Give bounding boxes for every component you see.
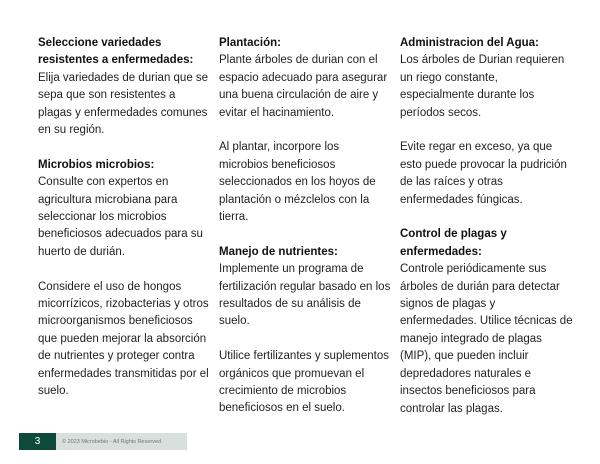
section-paragraph: Utilice fertilizantes y suplementos orgánicos que promuevan el crecimiento de microbios beneficiosos en el suelo.	[219, 350, 390, 415]
section-paragraph: Evite regar en exceso, ya que esto puede provocar la pudrición de las raíces y otras enfermedades fúngicas.	[400, 141, 567, 206]
section-heading: Microbios microbios:	[38, 158, 155, 171]
section-heading: Plantación:	[219, 37, 281, 49]
section-paragraph: Elija variedades de durian que se sepa que son resistentes a plagas y enfermedades comunes en su región.	[38, 71, 209, 137]
section-paragraph: Los árboles de Durian requieren un riego constante, especialmente durante los períodos secos.	[400, 54, 565, 119]
section-heading: Control de plagas y enfermedades:	[400, 228, 507, 258]
section-nutrient-management	[219, 244, 391, 418]
page-footer	[19, 433, 187, 450]
section-water-management	[400, 35, 575, 209]
section-paragraph: Consulte con expertos en agricultura microbiana para seleccionar los microbios beneficiosos adecuados para su huerto de durián.	[38, 176, 203, 258]
section-paragraph: Considere el uso de hongos micorrízicos, rizobacterias y otros microorganismos beneficiosos que pueden mejorar la absorción de nutrientes y proteger contra enfermedades transmitidas por el suelo.	[38, 280, 209, 398]
column-3	[400, 35, 575, 418]
section-heading: Seleccione variedades resistentes a enfermedades:	[38, 37, 194, 67]
section-heading: Manejo de nutrientes:	[219, 245, 338, 258]
section-paragraph: Controle periódicamente sus árboles de durián para detectar signos de plagas y enfermedades. Utilice técnicas de manejo integrado de plagas (MIP), que pueden incluir depredadores naturales e insectos beneficiosos para controlar las plagas.	[400, 263, 573, 415]
section-pest-disease-control	[400, 226, 575, 417]
section-paragraph: Implemente un programa de fertilización regular basado en los resultados de su análisis de suelo.	[219, 263, 391, 328]
column-2	[219, 35, 391, 418]
section-microbes	[38, 157, 210, 401]
section-heading: Administracion del Agua:	[400, 37, 539, 49]
section-disease-resistant-varieties	[38, 35, 210, 139]
section-paragraph: Al plantar, incorpore los microbios beneficiosos seleccionados en los hoyos de plantación o mézclelos con la tierra.	[219, 141, 376, 224]
copyright-notice: © 2023 Microbebio - All Rights Reserved	[56, 433, 187, 450]
section-paragraph: Plante árboles de durian con el espacio adecuado para asegurar una buena circulación de aire y evitar el hacinamiento.	[219, 54, 388, 119]
column-1	[38, 35, 210, 401]
page-number: 3	[19, 433, 56, 450]
section-planting	[219, 35, 391, 226]
